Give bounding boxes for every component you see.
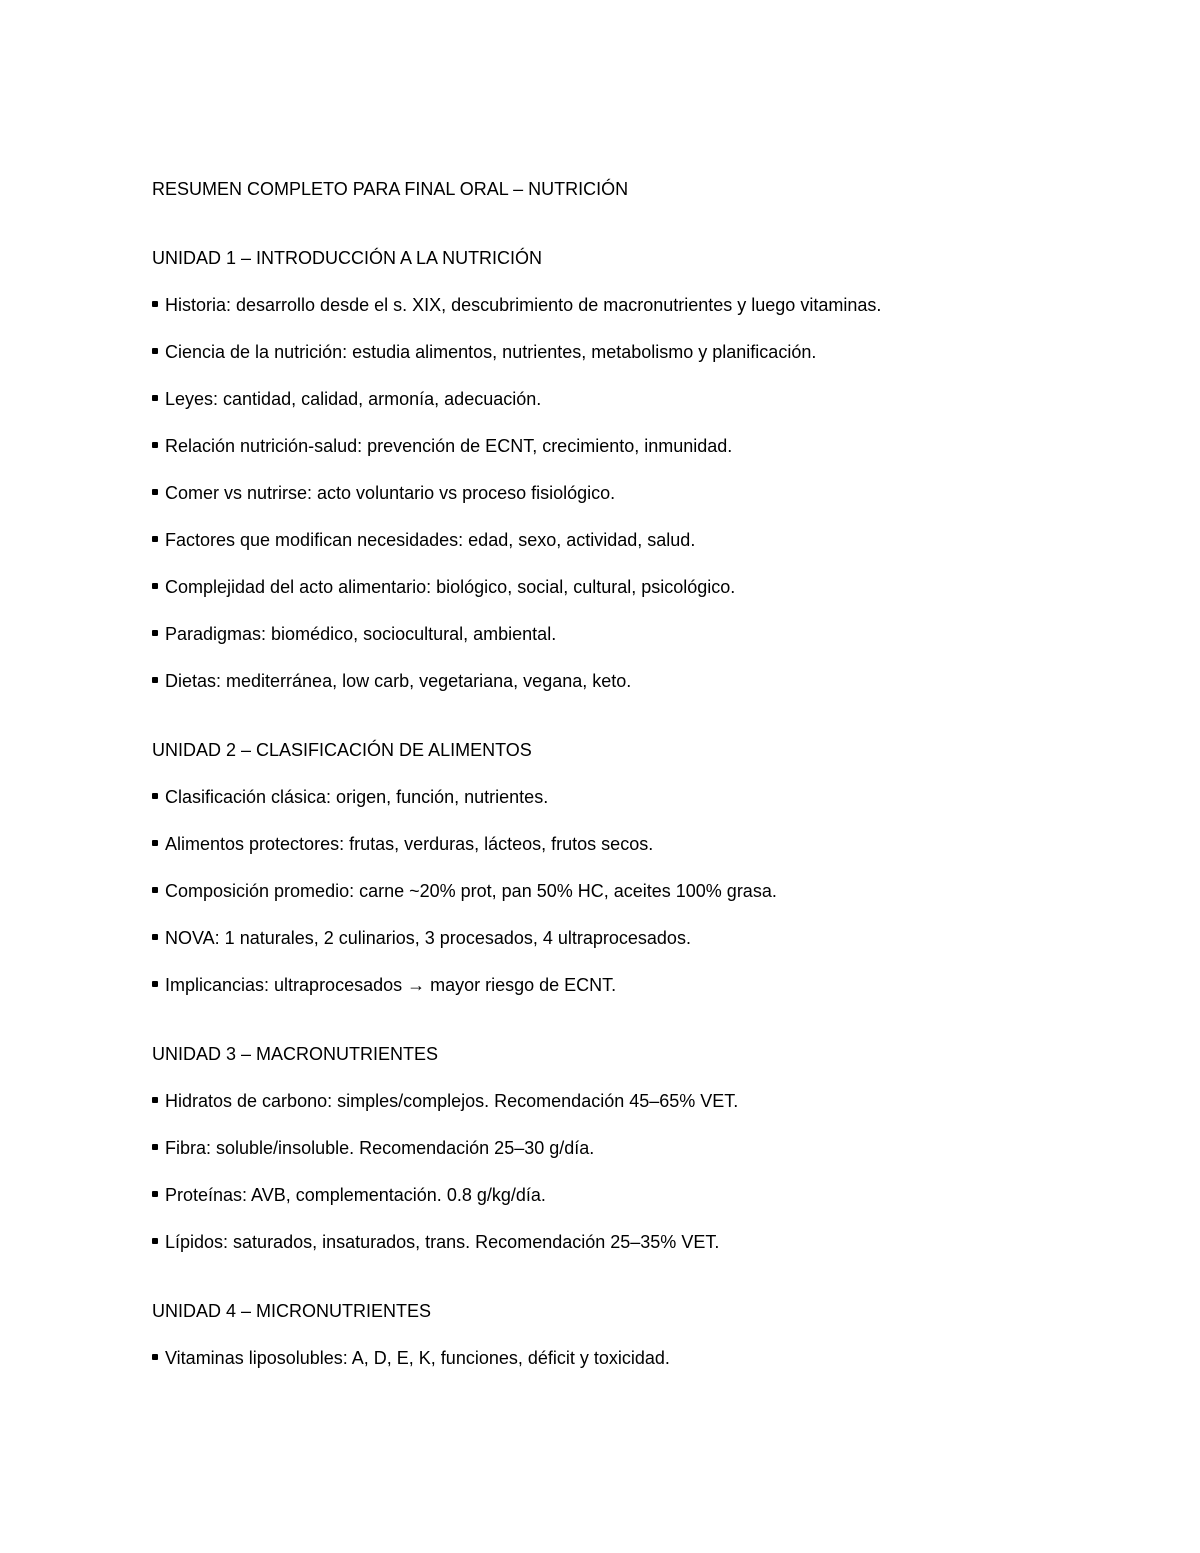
unit-heading: UNIDAD 1 – INTRODUCCIÓN A LA NUTRICIÓN: [152, 248, 543, 268]
bullet-icon: [152, 934, 158, 940]
bullet-icon: [152, 1097, 158, 1103]
unit-section: [152, 244, 1112, 695]
list-item: [152, 1228, 1112, 1256]
bullet-list: [152, 783, 1112, 999]
list-item: [152, 526, 1112, 554]
list-item: [152, 830, 1112, 858]
list-item-text: Hidratos de carbono: simples/complejos. Recomendación 45–65% VET.: [165, 1091, 739, 1111]
bullet-icon: [152, 1238, 158, 1244]
list-item: [152, 385, 1112, 413]
unit-heading: UNIDAD 2 – CLASIFICACIÓN DE ALIMENTOS: [152, 740, 532, 760]
list-item-text: Clasificación clásica: origen, función, nutrientes.: [165, 787, 549, 807]
list-item-text: Comer vs nutrirse: acto voluntario vs proceso fisiológico.: [165, 483, 616, 503]
bullet-icon: [152, 677, 158, 683]
list-item: [152, 432, 1112, 460]
bullet-icon: [152, 630, 158, 636]
bullet-icon: [152, 1191, 158, 1197]
list-item: [152, 291, 1112, 319]
list-item: [152, 1087, 1112, 1115]
bullet-icon: [152, 489, 158, 495]
bullet-icon: [152, 583, 158, 589]
bullet-icon: [152, 1354, 158, 1360]
bullet-list: [152, 291, 1112, 695]
bullet-icon: [152, 301, 158, 307]
bullet-icon: [152, 536, 158, 542]
list-item-text: Complejidad del acto alimentario: biológico, social, cultural, psicológico.: [165, 577, 736, 597]
bullet-icon: [152, 840, 158, 846]
list-item-text: Dietas: mediterránea, low carb, vegetariana, vegana, keto.: [165, 671, 632, 691]
unit-heading: UNIDAD 4 – MICRONUTRIENTES: [152, 1301, 432, 1321]
list-item: [152, 573, 1112, 601]
bullet-icon: [152, 793, 158, 799]
list-item-text: Leyes: cantidad, calidad, armonía, adecuación.: [165, 389, 542, 409]
list-item-text: Ciencia de la nutrición: estudia alimentos, nutrientes, metabolismo y planificación.: [165, 342, 817, 362]
bullet-icon: [152, 442, 158, 448]
list-item-text: Alimentos protectores: frutas, verduras, lácteos, frutos secos.: [165, 834, 654, 854]
bullet-icon: [152, 887, 158, 893]
list-item-text: Relación nutrición-salud: prevención de ECNT, crecimiento, inmunidad.: [165, 436, 733, 456]
list-item: [152, 877, 1112, 905]
bullet-icon: [152, 1144, 158, 1150]
list-item: [152, 783, 1112, 811]
unit-section: [152, 1297, 1112, 1372]
list-item: [152, 1344, 1112, 1372]
list-item-text: Implicancias: ultraprocesados → mayor riesgo de ECNT.: [165, 975, 617, 995]
units-container: [152, 244, 1112, 1372]
list-item-text: Factores que modifican necesidades: edad, sexo, actividad, salud.: [165, 530, 696, 550]
list-item-text: Vitaminas liposolubles: A, D, E, K, funciones, déficit y toxicidad.: [165, 1348, 670, 1368]
list-item: [152, 1134, 1112, 1162]
list-item-text: Fibra: soluble/insoluble. Recomendación 25–30 g/día.: [165, 1138, 595, 1158]
list-item-text: NOVA: 1 naturales, 2 culinarios, 3 procesados, 4 ultraprocesados.: [165, 928, 691, 948]
list-item-text: Proteínas: AVB, complementación. 0.8 g/kg/día.: [165, 1185, 546, 1205]
list-item: [152, 338, 1112, 366]
list-item: [152, 620, 1112, 648]
list-item: [152, 924, 1112, 952]
bullet-icon: [152, 348, 158, 354]
unit-heading: UNIDAD 3 – MACRONUTRIENTES: [152, 1044, 439, 1064]
bullet-icon: [152, 981, 158, 987]
unit-section: [152, 1040, 1112, 1256]
list-item-text: Composición promedio: carne ~20% prot, pan 50% HC, aceites 100% grasa.: [165, 881, 777, 901]
list-item: [152, 667, 1112, 695]
document-title: RESUMEN COMPLETO PARA FINAL ORAL – NUTRICIÓN: [152, 179, 629, 199]
list-item: [152, 971, 1112, 999]
list-item: [152, 1181, 1112, 1209]
list-item-text: Historia: desarrollo desde el s. XIX, descubrimiento de macronutrientes y luego vitaminas.: [165, 295, 882, 315]
list-item: [152, 479, 1112, 507]
unit-section: [152, 736, 1112, 999]
bullet-icon: [152, 395, 158, 401]
document-page: [152, 175, 1112, 1372]
list-item-text: Paradigmas: biomédico, sociocultural, ambiental.: [165, 624, 557, 644]
list-item-text: Lípidos: saturados, insaturados, trans. Recomendación 25–35% VET.: [165, 1232, 720, 1252]
bullet-list: [152, 1087, 1112, 1256]
bullet-list: [152, 1344, 1112, 1372]
